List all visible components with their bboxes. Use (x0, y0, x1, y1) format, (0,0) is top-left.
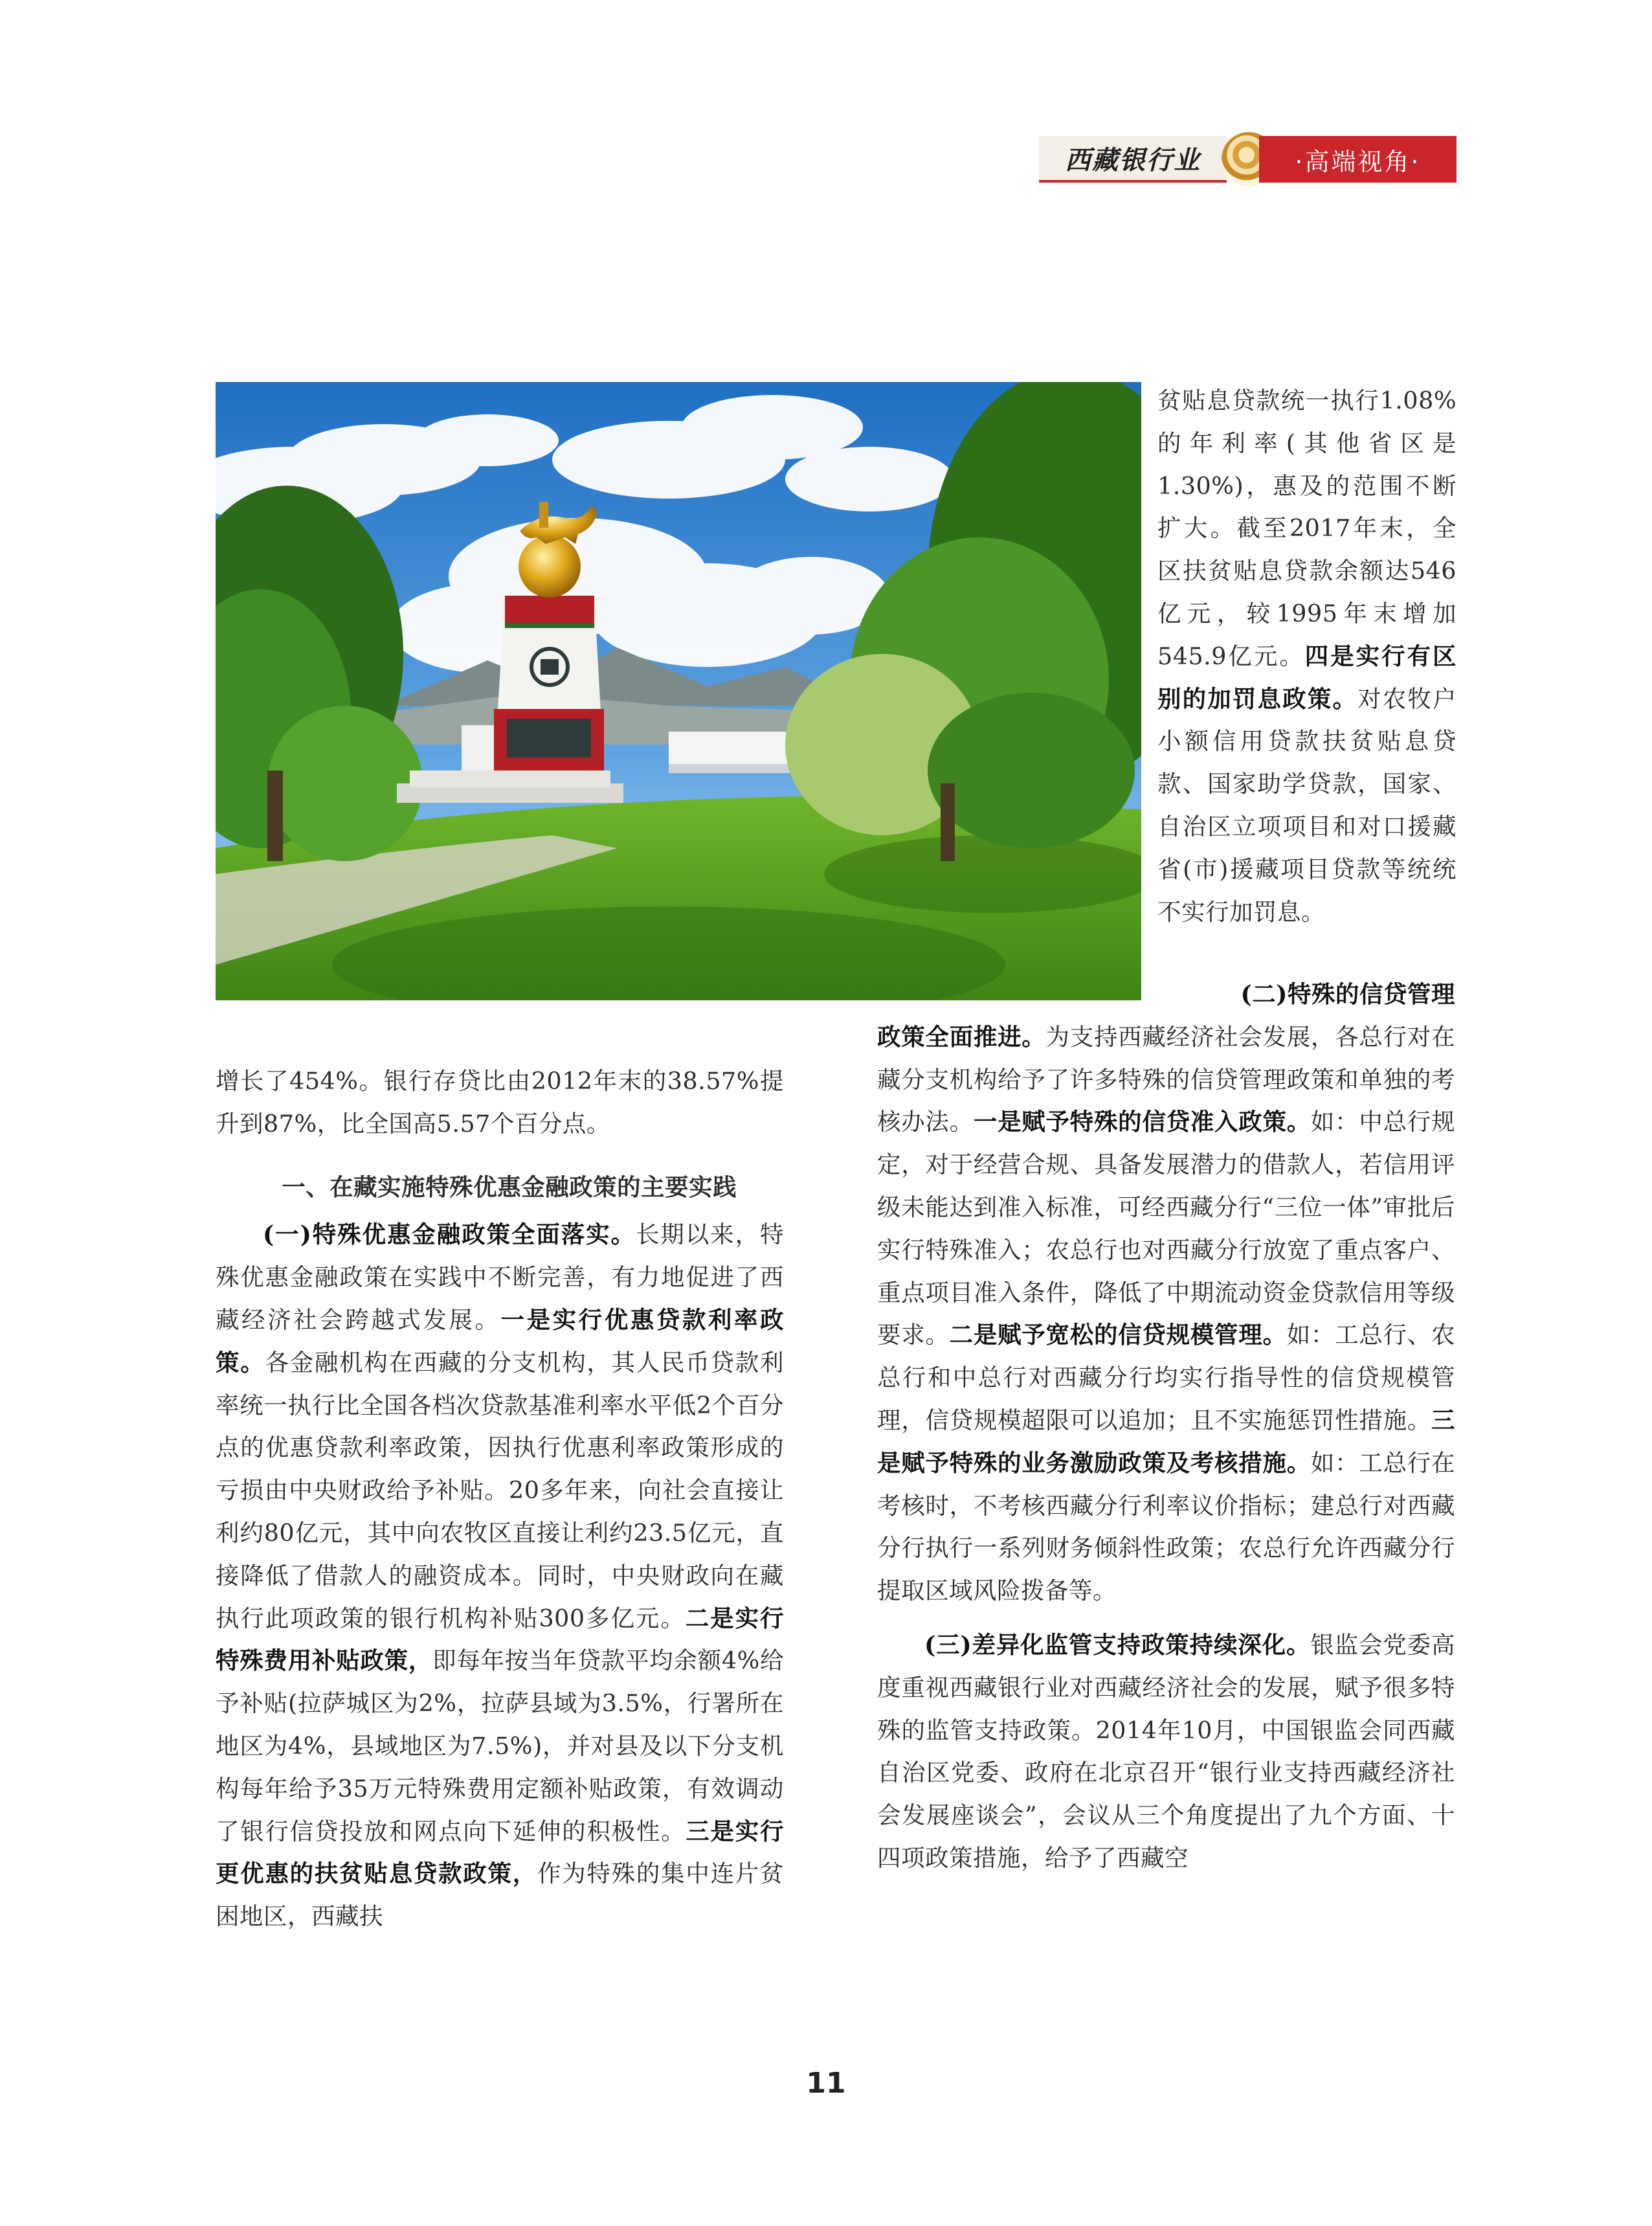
bold-span: (三)差异化监管支持政策持续深化。 (924, 1630, 1311, 1659)
text-span: 长期以来，特殊优惠金融政策在实践中不断完善，有力地促进了西藏经济社会跨越式发展。 (216, 1220, 784, 1334)
section-label-box (1259, 136, 1457, 183)
text-span: 即每年按当年贷款平均余额4%给予补贴(拉萨城区为2%，拉萨县域为3.5%，行署所在地区为4%，县域地区为7.5%)，并对县及以下分支机构每年给予35万元特殊费用定额补贴政策，有效调动了银行信贷投放和网点向下延伸的积极性。 (216, 1647, 785, 1845)
brand-box (1039, 136, 1227, 183)
section-heading: 一、在藏实施特殊优惠金融政策的主要实践 (282, 1173, 737, 1201)
text-span: 如：中总行规定，对于经营合规、具备发展潜力的借款人，若信用评级未能达到准入标准，可经西藏分行“三位一体”审批后实行特殊准入；农总行也对西藏分行放宽了重点客户、重点项目准入条件，降低了中期流动资金贷款信用等级要求。 (877, 1108, 1456, 1349)
text-span: 如：工总行、农总行和中总行对西藏分行均实行指导性的信贷规模管理，信贷规模超限可以追加；且不实施惩罚性措施。 (877, 1321, 1456, 1434)
bold-span: 二是实行特殊费用补贴政策， (216, 1604, 784, 1675)
paragraph-growth: 增长了454%。银行存贷比由2012年末的38.57%提升到87%，比全国高5.57个百分点。 (216, 1067, 784, 1138)
monument-photo (216, 382, 1141, 1000)
text-span: 为支持西藏经济社会发展，各总行对在藏分支机构给予了许多特殊的信贷管理政策和单独的考核办法。 (877, 1022, 1456, 1136)
bold-span: 一是赋予特殊的信贷准入政策。 (973, 1108, 1311, 1136)
bold-span: (二)特殊的信贷管理 (1240, 980, 1455, 1008)
bold-span: 三是赋予特殊的业务激励政策及考核措施。 (877, 1406, 1455, 1477)
paragraph-credit-management (877, 1016, 1455, 1612)
right-column (877, 973, 1455, 1880)
text-span: 贫贴息贷款统一执行1.08%的年利率(其他省区是1.30%)，惠及的范围不断扩大。截至2017年末，全区扶贫贴息贷款余额达546亿元，较1995年末增加545.9亿元。 (1157, 387, 1457, 670)
paragraph-preferential-policy (216, 1213, 784, 1938)
right-top-column (1157, 379, 1457, 933)
sub-heading (877, 973, 1455, 1016)
left-column (216, 1060, 784, 1938)
text-span: 对农牧户小额信用贷款扶贫贴息贷款、国家助学贷款，国家、自治区立项项目和对口援藏省(市)援藏项目贷款等统统不实行加罚息。 (1157, 684, 1457, 926)
bold-span: 三是实行更优惠的扶贫贴息贷款政策， (216, 1817, 785, 1888)
bold-span: (一)特殊优惠金融政策全面落实。 (263, 1220, 636, 1249)
bold-span: 一是实行优惠贷款利率政策。 (216, 1305, 785, 1377)
text-span: 如：工总行在考核时，不考核西藏分行利率议价指标；建总行对西藏分行执行一系列财务倾斜性政策；农总行允许西藏分行提取区域风险拨备等。 (877, 1448, 1456, 1605)
section-label: ·高端视角· (1295, 147, 1421, 176)
text-span: 各金融机构在西藏的分支机构，其人民币贷款利率统一执行比全国各档次贷款基准利率水平低2个百分点的优惠贷款利率政策，因执行优惠利率政策形成的亏损由中央财政给予补贴。20多年来，向社会直接让利约80亿元，其中向农牧区直接让利约23.5亿元，直接降低了借款人的融资成本。同时，中央财政向在藏执行此项政策的银行机构补贴300多亿元。 (216, 1348, 785, 1632)
bold-span: 二是赋予宽松的信贷规模管理。 (949, 1321, 1287, 1349)
text-span: 银监会党委高度重视西藏银行业对西藏经济社会的发展，赋予很多特殊的监管支持政策。2014年10月，中国银监会同西藏自治区党委、政府在北京召开“银行业支持西藏经济社会发展座谈会”，会议从三个角度提出了九个方面、十四项政策措施，给予了西藏空 (877, 1630, 1456, 1872)
bold-span: 政策全面推进。 (877, 1022, 1046, 1051)
monument-landscape-photo-icon (216, 382, 1141, 1000)
paragraph-supervision (877, 1624, 1455, 1880)
bold-span: 四是实行有区别的加罚息政策。 (1157, 642, 1457, 713)
page-number: 11 (806, 2067, 846, 2100)
brand-title: 西藏银行业 (1065, 144, 1201, 175)
page-header (1039, 136, 1457, 183)
paragraph-interest-penalty (1157, 379, 1457, 933)
text-span: 作为特殊的集中连片贫困地区，西藏扶 (216, 1860, 785, 1931)
